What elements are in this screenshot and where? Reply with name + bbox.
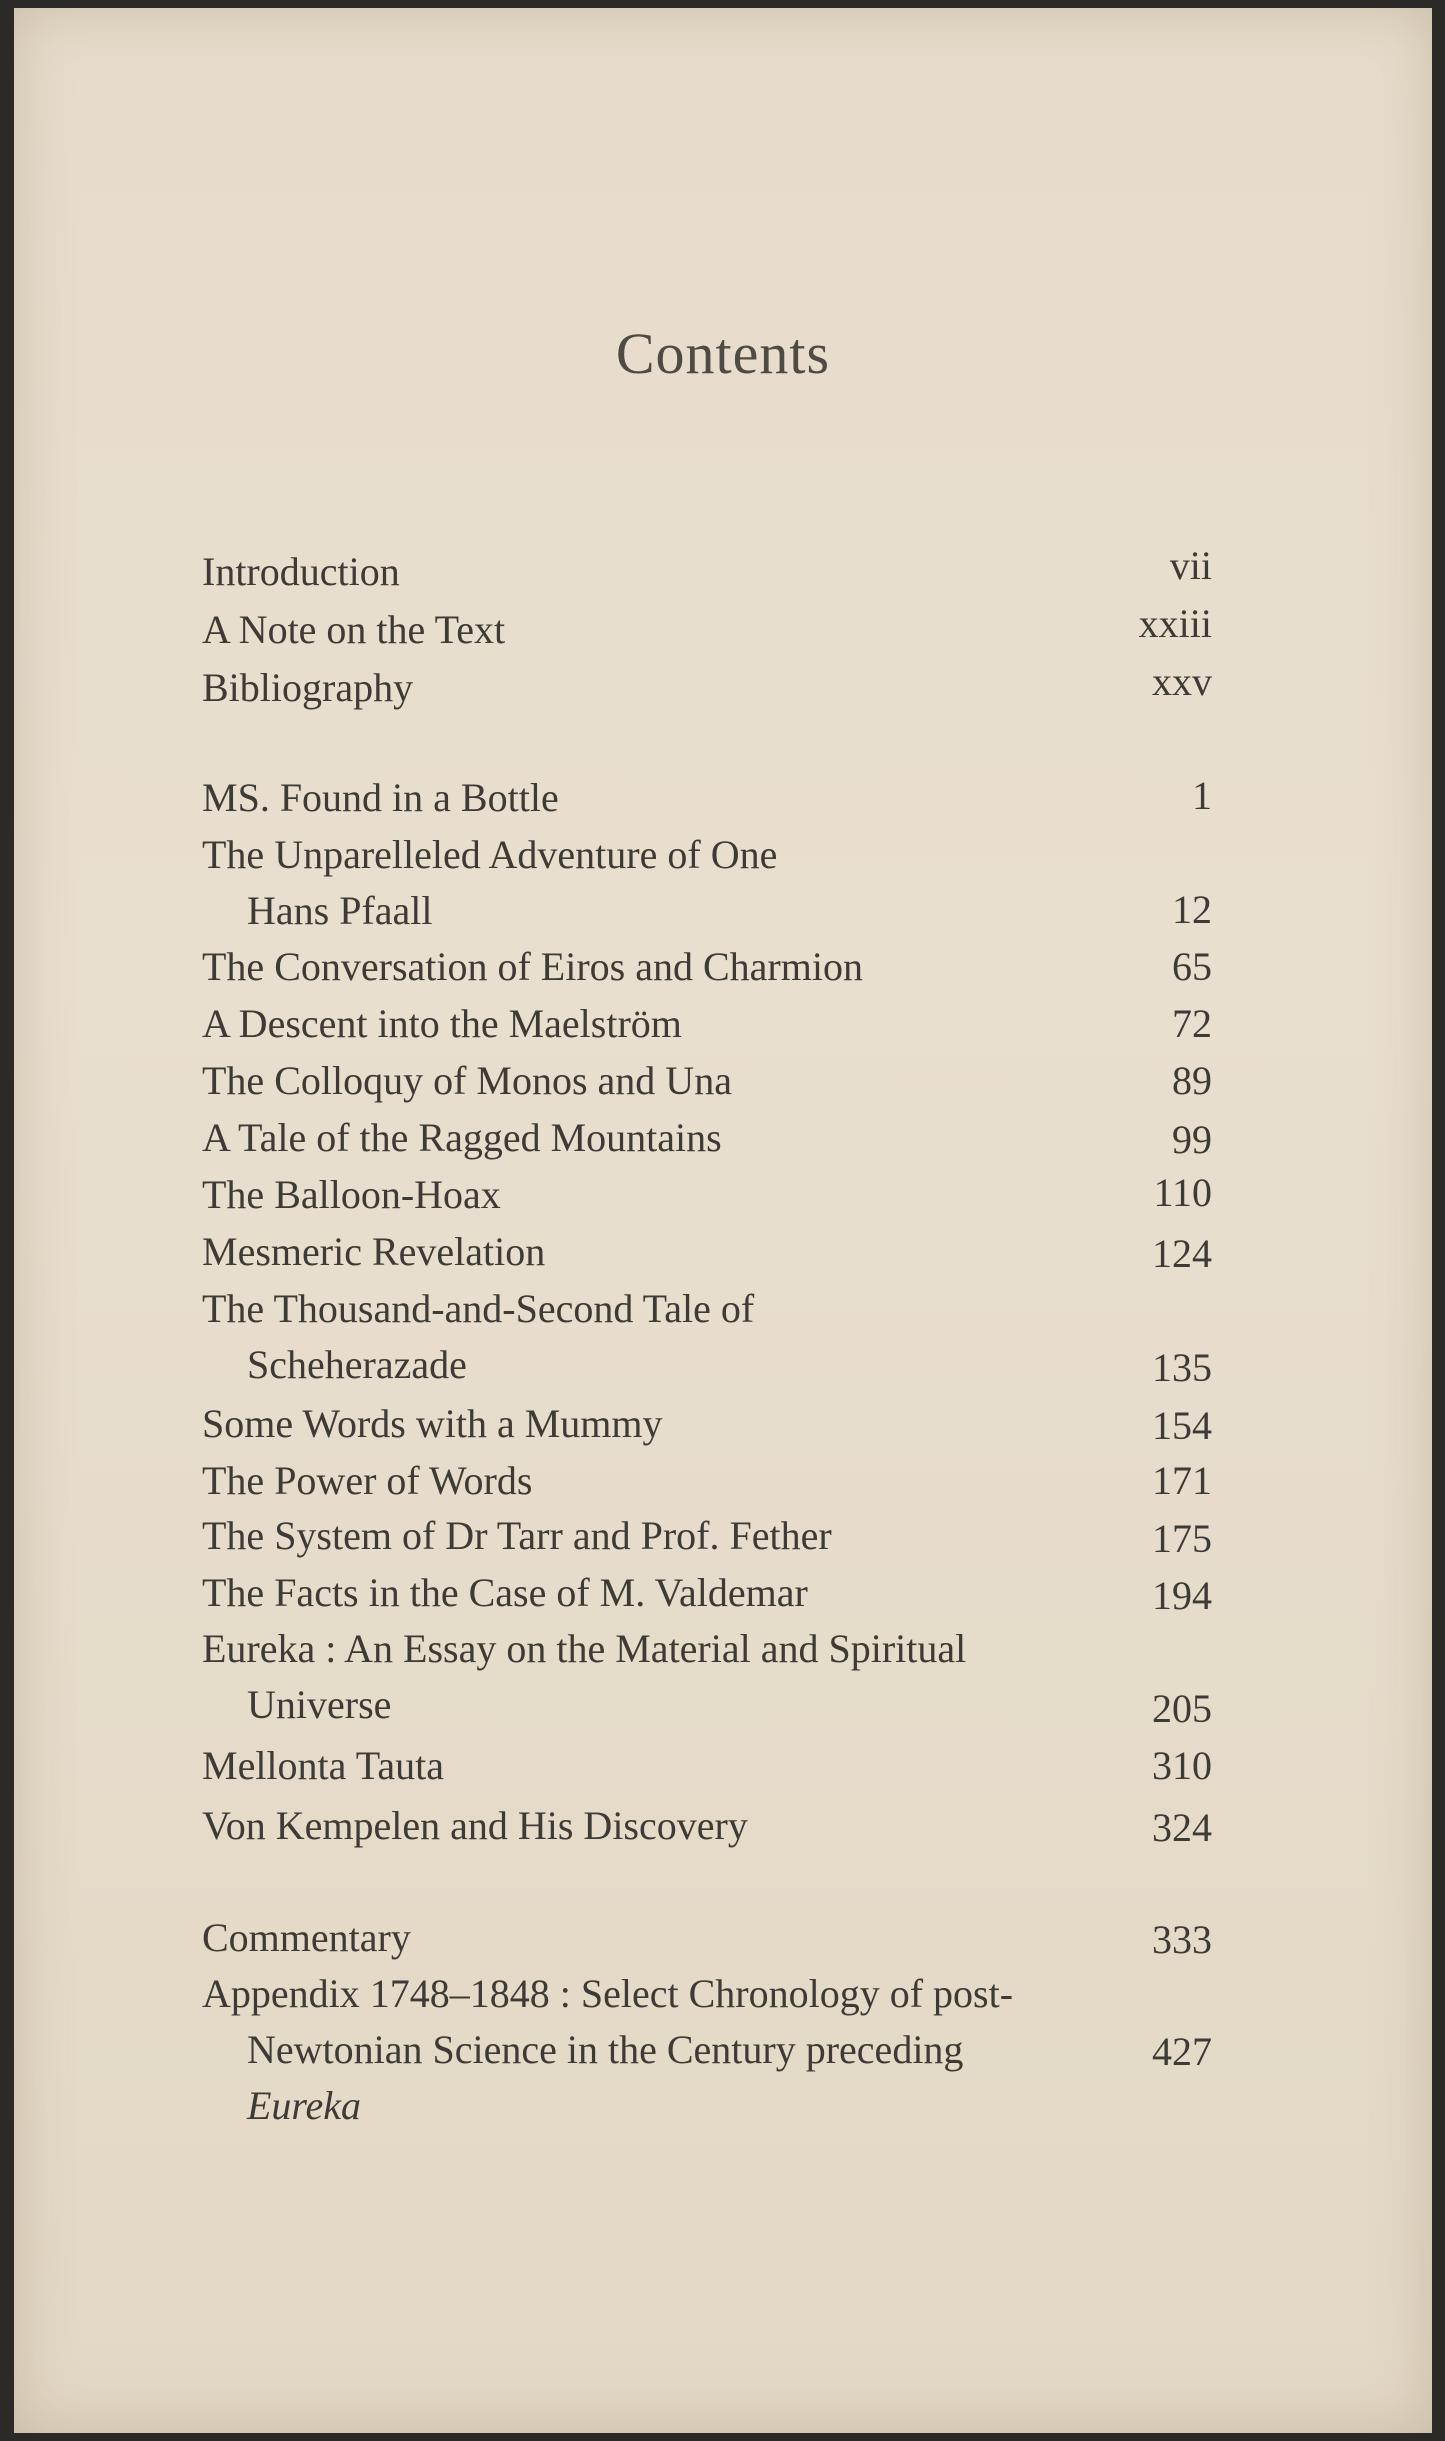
toc-entry-mummy: [202, 1396, 1202, 1452]
toc-entry-title: Mellonta Tauta: [202, 1743, 444, 1788]
toc-entry-title: Mesmeric Revelation: [202, 1229, 546, 1274]
toc-entry-monos-una: [202, 1053, 1202, 1109]
toc-entry-title: Bibliography: [202, 665, 414, 710]
toc-entry-power-of-words: [202, 1453, 1202, 1509]
toc-entry-title-continued: Hans Pfaall: [247, 888, 433, 933]
toc-page-number: 110: [1153, 1170, 1212, 1215]
toc-page-number: 175: [1152, 1516, 1212, 1561]
toc-page-number: vii: [1169, 543, 1212, 588]
toc-entry-title: Some Words with a Mummy: [202, 1401, 663, 1446]
toc-entry-valdemar: [202, 1565, 1202, 1621]
toc-page-number: 65: [1172, 944, 1212, 989]
toc-page-number: 324: [1152, 1805, 1212, 1850]
toc-entry-mesmeric-revelation: [202, 1224, 1202, 1280]
toc-entry-title: The Power of Words: [202, 1458, 533, 1503]
toc-page-number: 171: [1152, 1458, 1212, 1503]
toc-entry-appendix: [202, 1966, 1202, 2134]
toc-page-number: 89: [1172, 1058, 1212, 1103]
toc-entry-title: The Thousand-and-Second Tale of: [202, 1286, 755, 1331]
toc-entry-hans-pfaall: [202, 827, 1202, 939]
toc-page-number: 99: [1172, 1117, 1212, 1162]
toc-page-number: 205: [1152, 1686, 1212, 1731]
toc-entry-title: The System of Dr Tarr and Prof. Fether: [202, 1513, 832, 1558]
toc-page-number: xxv: [1152, 659, 1212, 704]
toc-entry-ms-found: [202, 770, 1202, 826]
toc-page-number: xxiii: [1138, 601, 1212, 646]
toc-entry-eureka: [202, 1621, 1202, 1733]
toc-entry-tarr-fether: [202, 1508, 1202, 1564]
toc-entry-title-continued: Universe: [247, 1682, 392, 1727]
toc-page-number: 427: [1152, 2029, 1212, 2074]
toc-entry-title-continued: Scheherazade: [247, 1342, 467, 1387]
toc-entry-title: The Conversation of Eiros and Charmion: [202, 944, 863, 989]
page-title: Contents: [615, 321, 831, 386]
toc-entry-title: The Colloquy of Monos and Una: [202, 1058, 732, 1103]
toc-entry-title: A Tale of the Ragged Mountains: [202, 1115, 722, 1160]
toc-entry-title-continued: Newtonian Science in the Century preceding: [247, 2027, 964, 2072]
toc-entry-title: MS. Found in a Bottle: [202, 775, 559, 820]
toc-entry-title: The Facts in the Case of M. Valdemar: [202, 1570, 808, 1615]
toc-entry-title: Appendix 1748–1848 : Select Chronology of post-: [202, 1971, 1014, 2016]
toc-entry-title: The Balloon-Hoax: [202, 1172, 501, 1217]
toc-page-number: 72: [1172, 1001, 1212, 1046]
toc-entry-note-on-text: [202, 602, 1202, 658]
toc-entry-title: Commentary: [202, 1915, 411, 1960]
toc-entry-title: Eureka : An Essay on the Material and Spiritual: [202, 1626, 967, 1671]
toc-entry-bibliography: [202, 660, 1202, 716]
toc-entry-title: Introduction: [202, 549, 400, 594]
toc-entry-title-continued: Eureka: [247, 2083, 362, 2128]
toc-entry-mellonta-tauta: [202, 1738, 1202, 1794]
toc-entry-commentary: [202, 1910, 1202, 1966]
toc-entry-balloon-hoax: [202, 1167, 1202, 1223]
toc-page-number: 135: [1152, 1345, 1212, 1390]
toc-entry-title: Von Kempelen and His Discovery: [202, 1803, 748, 1848]
book-page: [14, 8, 1432, 2433]
toc-page-number: 154: [1152, 1403, 1212, 1448]
toc-page-number: 333: [1152, 1917, 1212, 1962]
toc-entry-title: A Descent into the Maelström: [202, 1001, 682, 1046]
toc-entry-title: The Unparelleled Adventure of One: [202, 832, 778, 877]
toc-entry-von-kempelen: [202, 1798, 1202, 1854]
toc-entry-eiros-charmion: [202, 939, 1202, 995]
toc-entry-introduction: [202, 544, 1202, 600]
toc-page-number: 1: [1192, 773, 1212, 818]
toc-page-number: 12: [1172, 887, 1212, 932]
toc-page-number: 194: [1152, 1573, 1212, 1618]
toc-page-number: 310: [1152, 1743, 1212, 1788]
toc-entry-maelstrom: [202, 996, 1202, 1052]
toc-page-number: 124: [1152, 1231, 1212, 1276]
toc-entry-scheherazade: [202, 1281, 1202, 1393]
toc-entry-ragged-mountains: [202, 1110, 1202, 1166]
toc-entry-title: A Note on the Text: [202, 607, 506, 652]
